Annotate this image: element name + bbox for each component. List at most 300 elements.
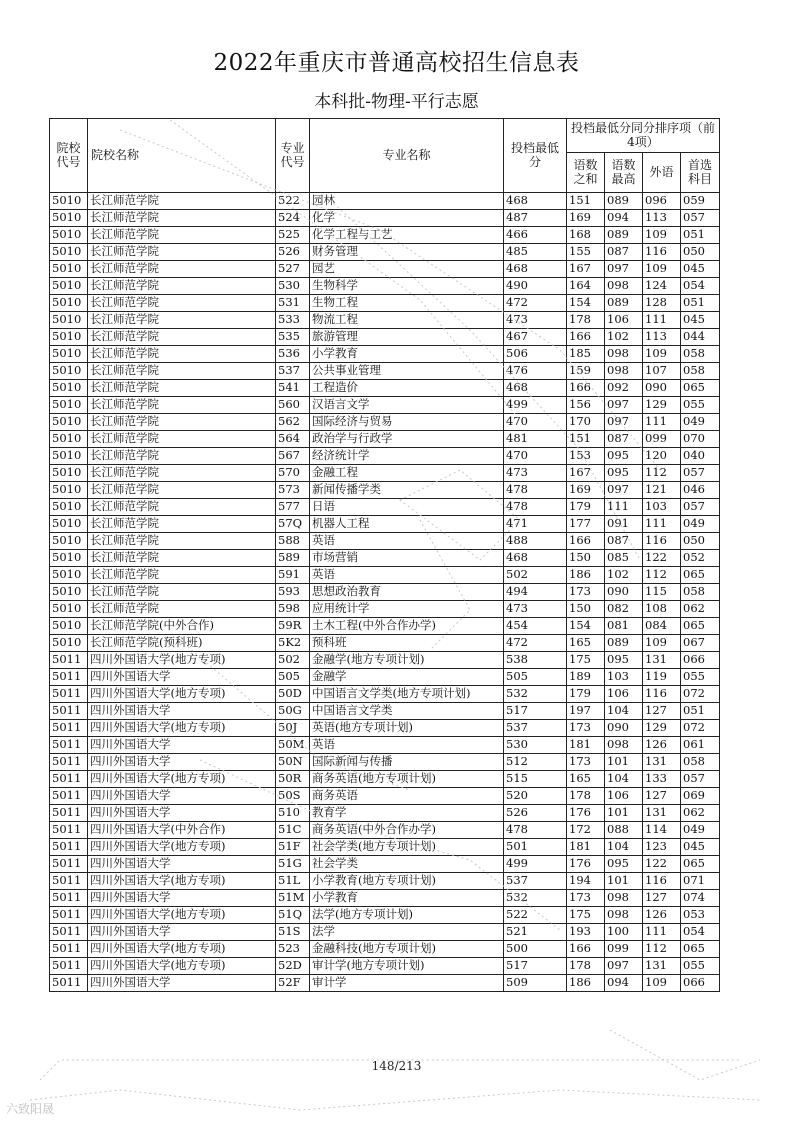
cell-chinese-math-sum: 153: [567, 448, 605, 465]
cell-major-code: 526: [276, 244, 310, 261]
cell-school-name: 四川外国语大学(地方专项): [88, 873, 276, 890]
cell-min-score: 502: [504, 567, 567, 584]
cell-major-name: 教育学: [310, 805, 504, 822]
cell-major-name: 旅游管理: [310, 329, 504, 346]
cell-min-score: 522: [504, 907, 567, 924]
cell-chinese-math-max: 090: [605, 584, 643, 601]
cell-min-score: 538: [504, 652, 567, 669]
cell-min-score: 485: [504, 244, 567, 261]
cell-major-name: 化学: [310, 210, 504, 227]
cell-preferred-subject: 044: [681, 329, 720, 346]
header-min-score: 投档最低分: [504, 119, 567, 193]
cell-foreign-lang: 116: [643, 244, 681, 261]
cell-chinese-math-max: 094: [605, 210, 643, 227]
cell-foreign-lang: 131: [643, 754, 681, 771]
cell-major-code: 50S: [276, 788, 310, 805]
table-row: [50, 363, 720, 380]
cell-min-score: 470: [504, 414, 567, 431]
cell-chinese-math-max: 106: [605, 686, 643, 703]
cell-major-code: 51G: [276, 856, 310, 873]
cell-school-name: 长江师范学院: [88, 465, 276, 482]
cell-min-score: 473: [504, 601, 567, 618]
cell-preferred-subject: 049: [681, 414, 720, 431]
cell-major-name: 财务管理: [310, 244, 504, 261]
cell-chinese-math-max: 095: [605, 856, 643, 873]
cell-foreign-lang: 129: [643, 397, 681, 414]
cell-school-name: 长江师范学院: [88, 278, 276, 295]
cell-major-code: 527: [276, 261, 310, 278]
watermark-text: 六致阳晟: [6, 1102, 55, 1116]
cell-foreign-lang: 090: [643, 380, 681, 397]
cell-preferred-subject: 055: [681, 669, 720, 686]
cell-school-name: 长江师范学院(中外合作): [88, 618, 276, 635]
cell-major-name: 化学工程与工艺: [310, 227, 504, 244]
cell-school-code: 5010: [50, 635, 88, 652]
cell-chinese-math-max: 081: [605, 618, 643, 635]
cell-foreign-lang: 124: [643, 278, 681, 295]
cell-min-score: 487: [504, 210, 567, 227]
cell-chinese-math-max: 104: [605, 771, 643, 788]
cell-school-name: 四川外国语大学: [88, 669, 276, 686]
cell-preferred-subject: 040: [681, 448, 720, 465]
cell-min-score: 472: [504, 295, 567, 312]
cell-school-name: 长江师范学院: [88, 601, 276, 618]
cell-school-name: 四川外国语大学: [88, 890, 276, 907]
cell-school-code: 5010: [50, 431, 88, 448]
page-indicator: 148/213: [371, 1059, 422, 1073]
cell-chinese-math-sum: 156: [567, 397, 605, 414]
cell-school-code: 5010: [50, 618, 88, 635]
cell-foreign-lang: 103: [643, 499, 681, 516]
cell-foreign-lang: 112: [643, 567, 681, 584]
table-row: [50, 380, 720, 397]
cell-chinese-math-sum: 189: [567, 669, 605, 686]
cell-chinese-math-sum: 155: [567, 244, 605, 261]
cell-chinese-math-max: 098: [605, 346, 643, 363]
cell-chinese-math-sum: 165: [567, 635, 605, 652]
table-row: [50, 958, 720, 975]
cell-foreign-lang: 116: [643, 533, 681, 550]
cell-school-name: 长江师范学院: [88, 431, 276, 448]
cell-min-score: 509: [504, 975, 567, 992]
cell-foreign-lang: 122: [643, 550, 681, 567]
cell-foreign-lang: 114: [643, 822, 681, 839]
header-school-code: 院校代号: [50, 119, 88, 193]
cell-school-name: 长江师范学院: [88, 312, 276, 329]
cell-school-code: 5010: [50, 414, 88, 431]
cell-min-score: 505: [504, 669, 567, 686]
cell-chinese-math-sum: 150: [567, 601, 605, 618]
cell-chinese-math-max: 089: [605, 635, 643, 652]
cell-preferred-subject: 069: [681, 788, 720, 805]
cell-min-score: 506: [504, 346, 567, 363]
cell-major-name: 公共事业管理: [310, 363, 504, 380]
cell-school-code: 5011: [50, 754, 88, 771]
cell-school-name: 长江师范学院: [88, 499, 276, 516]
cell-preferred-subject: 072: [681, 720, 720, 737]
cell-major-name: 国际经济与贸易: [310, 414, 504, 431]
table-row: [50, 193, 720, 210]
cell-major-code: 57Q: [276, 516, 310, 533]
cell-school-code: 5010: [50, 397, 88, 414]
cell-major-name: 中国语言文学类: [310, 703, 504, 720]
cell-school-code: 5010: [50, 193, 88, 210]
cell-chinese-math-sum: 166: [567, 533, 605, 550]
cell-chinese-math-sum: 186: [567, 975, 605, 992]
cell-school-name: 长江师范学院: [88, 244, 276, 261]
cell-min-score: 467: [504, 329, 567, 346]
cell-school-name: 四川外国语大学: [88, 703, 276, 720]
cell-chinese-math-max: 102: [605, 329, 643, 346]
cell-foreign-lang: 126: [643, 907, 681, 924]
cell-major-name: 商务英语(地方专项计划): [310, 771, 504, 788]
cell-major-code: 51C: [276, 822, 310, 839]
cell-chinese-math-sum: 151: [567, 431, 605, 448]
cell-chinese-math-sum: 169: [567, 210, 605, 227]
cell-school-name: 四川外国语大学(地方专项): [88, 907, 276, 924]
cell-min-score: 478: [504, 499, 567, 516]
cell-school-name: 长江师范学院: [88, 227, 276, 244]
cell-school-code: 5011: [50, 669, 88, 686]
cell-major-code: 570: [276, 465, 310, 482]
cell-major-name: 工程造价: [310, 380, 504, 397]
cell-preferred-subject: 061: [681, 737, 720, 754]
cell-preferred-subject: 058: [681, 754, 720, 771]
cell-school-name: 长江师范学院: [88, 448, 276, 465]
cell-major-code: 510: [276, 805, 310, 822]
cell-chinese-math-sum: 175: [567, 652, 605, 669]
cell-major-code: 560: [276, 397, 310, 414]
page-title: 2022年重庆市普通高校招生信息表: [213, 50, 580, 76]
cell-major-name: 商务英语: [310, 788, 504, 805]
cell-chinese-math-max: 097: [605, 397, 643, 414]
cell-foreign-lang: 084: [643, 618, 681, 635]
cell-foreign-lang: 108: [643, 601, 681, 618]
cell-major-code: 51M: [276, 890, 310, 907]
cell-preferred-subject: 058: [681, 584, 720, 601]
cell-major-code: 541: [276, 380, 310, 397]
table-row: [50, 567, 720, 584]
cell-major-code: 523: [276, 941, 310, 958]
cell-foreign-lang: 115: [643, 584, 681, 601]
cell-school-name: 长江师范学院: [88, 550, 276, 567]
cell-school-name: 四川外国语大学(中外合作): [88, 822, 276, 839]
cell-foreign-lang: 109: [643, 635, 681, 652]
cell-preferred-subject: 065: [681, 380, 720, 397]
cell-min-score: 466: [504, 227, 567, 244]
cell-chinese-math-sum: 150: [567, 550, 605, 567]
cell-school-code: 5010: [50, 227, 88, 244]
cell-major-code: 593: [276, 584, 310, 601]
cell-min-score: 532: [504, 686, 567, 703]
cell-school-name: 四川外国语大学: [88, 805, 276, 822]
cell-school-code: 5010: [50, 346, 88, 363]
table-row: [50, 788, 720, 805]
cell-min-score: 515: [504, 771, 567, 788]
cell-chinese-math-max: 089: [605, 295, 643, 312]
cell-major-code: 50G: [276, 703, 310, 720]
cell-major-code: 564: [276, 431, 310, 448]
cell-foreign-lang: 099: [643, 431, 681, 448]
cell-major-code: 50N: [276, 754, 310, 771]
table-row: [50, 703, 720, 720]
table-row: [50, 533, 720, 550]
cell-preferred-subject: 066: [681, 975, 720, 992]
cell-major-code: 59R: [276, 618, 310, 635]
cell-min-score: 530: [504, 737, 567, 754]
table-row: [50, 346, 720, 363]
cell-school-name: 四川外国语大学: [88, 737, 276, 754]
cell-school-code: 5010: [50, 584, 88, 601]
cell-chinese-math-max: 090: [605, 720, 643, 737]
table-row: [50, 941, 720, 958]
cell-foreign-lang: 113: [643, 329, 681, 346]
cell-preferred-subject: 057: [681, 210, 720, 227]
cell-preferred-subject: 051: [681, 703, 720, 720]
cell-chinese-math-sum: 181: [567, 737, 605, 754]
cell-major-name: 英语: [310, 567, 504, 584]
cell-major-name: 金融学(地方专项计划): [310, 652, 504, 669]
cell-chinese-math-max: 087: [605, 431, 643, 448]
cell-school-name: 四川外国语大学(地方专项): [88, 686, 276, 703]
cell-chinese-math-max: 095: [605, 652, 643, 669]
cell-major-name: 金融工程: [310, 465, 504, 482]
table-row: [50, 465, 720, 482]
cell-major-code: 51F: [276, 839, 310, 856]
cell-preferred-subject: 072: [681, 686, 720, 703]
cell-major-code: 533: [276, 312, 310, 329]
cell-min-score: 537: [504, 873, 567, 890]
cell-foreign-lang: 119: [643, 669, 681, 686]
table-row: [50, 686, 720, 703]
cell-foreign-lang: 109: [643, 227, 681, 244]
cell-preferred-subject: 062: [681, 601, 720, 618]
cell-foreign-lang: 131: [643, 958, 681, 975]
cell-major-name: 政治学与行政学: [310, 431, 504, 448]
cell-chinese-math-sum: 167: [567, 465, 605, 482]
table-row: [50, 907, 720, 924]
cell-foreign-lang: 107: [643, 363, 681, 380]
cell-foreign-lang: 121: [643, 482, 681, 499]
cell-school-code: 5010: [50, 261, 88, 278]
cell-chinese-math-sum: 166: [567, 380, 605, 397]
table-row: [50, 414, 720, 431]
table-row: [50, 312, 720, 329]
cell-min-score: 472: [504, 635, 567, 652]
cell-chinese-math-max: 087: [605, 533, 643, 550]
cell-chinese-math-max: 097: [605, 958, 643, 975]
cell-preferred-subject: 051: [681, 295, 720, 312]
cell-major-name: 国际新闻与传播: [310, 754, 504, 771]
cell-school-code: 5010: [50, 567, 88, 584]
cell-major-name: 应用统计学: [310, 601, 504, 618]
table-row: [50, 295, 720, 312]
cell-school-name: 长江师范学院(预科班): [88, 635, 276, 652]
cell-chinese-math-sum: 166: [567, 941, 605, 958]
cell-major-code: 50M: [276, 737, 310, 754]
cell-chinese-math-sum: 167: [567, 261, 605, 278]
cell-major-code: 50R: [276, 771, 310, 788]
cell-min-score: 481: [504, 431, 567, 448]
cell-school-code: 5010: [50, 244, 88, 261]
table-row: [50, 975, 720, 992]
cell-foreign-lang: 111: [643, 414, 681, 431]
header-school-name: 院校名称: [88, 119, 276, 193]
header-chinese-math-max: 语数最高: [605, 153, 643, 193]
cell-major-name: 土木工程(中外合作办学): [310, 618, 504, 635]
cell-chinese-math-max: 101: [605, 873, 643, 890]
cell-major-name: 生物科学: [310, 278, 504, 295]
header-chinese-math-sum: 语数之和: [567, 153, 605, 193]
cell-min-score: 499: [504, 856, 567, 873]
cell-school-name: 长江师范学院: [88, 533, 276, 550]
cell-foreign-lang: 116: [643, 873, 681, 890]
cell-major-name: 经济统计学: [310, 448, 504, 465]
cell-chinese-math-max: 106: [605, 312, 643, 329]
cell-school-code: 5010: [50, 380, 88, 397]
table-row: [50, 210, 720, 227]
cell-school-name: 长江师范学院: [88, 567, 276, 584]
table-row: [50, 635, 720, 652]
cell-preferred-subject: 055: [681, 958, 720, 975]
cell-chinese-math-sum: 166: [567, 329, 605, 346]
cell-school-code: 5010: [50, 295, 88, 312]
cell-chinese-math-sum: 177: [567, 516, 605, 533]
table-row: [50, 856, 720, 873]
cell-major-name: 小学教育: [310, 346, 504, 363]
cell-min-score: 468: [504, 261, 567, 278]
cell-min-score: 468: [504, 380, 567, 397]
cell-chinese-math-sum: 165: [567, 771, 605, 788]
cell-preferred-subject: 065: [681, 941, 720, 958]
cell-chinese-math-max: 098: [605, 907, 643, 924]
cell-school-name: 长江师范学院: [88, 380, 276, 397]
table-row: [50, 822, 720, 839]
cell-school-name: 长江师范学院: [88, 516, 276, 533]
cell-chinese-math-sum: 173: [567, 754, 605, 771]
table-row: [50, 244, 720, 261]
cell-school-name: 四川外国语大学: [88, 975, 276, 992]
table-row: [50, 227, 720, 244]
cell-major-code: 52D: [276, 958, 310, 975]
cell-school-code: 5011: [50, 873, 88, 890]
cell-major-name: 金融学: [310, 669, 504, 686]
cell-major-code: 524: [276, 210, 310, 227]
cell-school-code: 5010: [50, 601, 88, 618]
cell-chinese-math-max: 101: [605, 754, 643, 771]
cell-chinese-math-max: 103: [605, 669, 643, 686]
table-row: [50, 805, 720, 822]
cell-chinese-math-max: 097: [605, 482, 643, 499]
cell-school-name: 四川外国语大学: [88, 856, 276, 873]
table-row: [50, 873, 720, 890]
cell-major-code: 51L: [276, 873, 310, 890]
cell-preferred-subject: 057: [681, 499, 720, 516]
cell-chinese-math-max: 101: [605, 805, 643, 822]
cell-school-name: 四川外国语大学(地方专项): [88, 652, 276, 669]
table-row: [50, 329, 720, 346]
cell-chinese-math-sum: 175: [567, 907, 605, 924]
cell-major-code: 567: [276, 448, 310, 465]
cell-chinese-math-sum: 173: [567, 890, 605, 907]
cell-preferred-subject: 071: [681, 873, 720, 890]
cell-major-name: 机器人工程: [310, 516, 504, 533]
cell-foreign-lang: 113: [643, 210, 681, 227]
cell-chinese-math-max: 102: [605, 567, 643, 584]
table-row: [50, 669, 720, 686]
cell-preferred-subject: 051: [681, 227, 720, 244]
cell-major-name: 小学教育(地方专项计划): [310, 873, 504, 890]
cell-min-score: 532: [504, 890, 567, 907]
cell-school-code: 5010: [50, 329, 88, 346]
cell-chinese-math-max: 100: [605, 924, 643, 941]
cell-min-score: 494: [504, 584, 567, 601]
cell-foreign-lang: 133: [643, 771, 681, 788]
cell-school-name: 长江师范学院: [88, 346, 276, 363]
table-row: [50, 584, 720, 601]
cell-foreign-lang: 123: [643, 839, 681, 856]
cell-chinese-math-max: 098: [605, 363, 643, 380]
cell-school-name: 长江师范学院: [88, 329, 276, 346]
cell-min-score: 499: [504, 397, 567, 414]
cell-foreign-lang: 112: [643, 465, 681, 482]
cell-school-name: 长江师范学院: [88, 584, 276, 601]
cell-major-name: 预科班: [310, 635, 504, 652]
cell-preferred-subject: 053: [681, 907, 720, 924]
cell-preferred-subject: 049: [681, 516, 720, 533]
cell-preferred-subject: 045: [681, 261, 720, 278]
table-row: [50, 720, 720, 737]
cell-preferred-subject: 074: [681, 890, 720, 907]
cell-school-code: 5011: [50, 703, 88, 720]
cell-major-code: 502: [276, 652, 310, 669]
cell-min-score: 478: [504, 822, 567, 839]
cell-preferred-subject: 057: [681, 465, 720, 482]
cell-chinese-math-sum: 151: [567, 193, 605, 210]
cell-min-score: 488: [504, 533, 567, 550]
cell-major-name: 中国语言文学类(地方专项计划): [310, 686, 504, 703]
cell-school-code: 5010: [50, 448, 88, 465]
table-row: [50, 771, 720, 788]
header-preferred-subject: 首选科目: [681, 153, 720, 193]
cell-school-name: 四川外国语大学(地方专项): [88, 839, 276, 856]
cell-min-score: 490: [504, 278, 567, 295]
cell-major-name: 英语: [310, 533, 504, 550]
cell-school-code: 5010: [50, 482, 88, 499]
cell-major-code: 562: [276, 414, 310, 431]
cell-school-code: 5011: [50, 890, 88, 907]
table-row: [50, 448, 720, 465]
cell-foreign-lang: 127: [643, 890, 681, 907]
cell-school-code: 5011: [50, 652, 88, 669]
cell-school-code: 5010: [50, 499, 88, 516]
cell-major-code: 598: [276, 601, 310, 618]
cell-school-name: 长江师范学院: [88, 210, 276, 227]
cell-min-score: 517: [504, 703, 567, 720]
cell-school-code: 5011: [50, 805, 88, 822]
cell-chinese-math-max: 111: [605, 499, 643, 516]
cell-min-score: 470: [504, 448, 567, 465]
table-row: [50, 601, 720, 618]
cell-school-code: 5010: [50, 533, 88, 550]
cell-chinese-math-sum: 185: [567, 346, 605, 363]
cell-chinese-math-max: 097: [605, 414, 643, 431]
header-major-name: 专业名称: [310, 119, 504, 193]
cell-min-score: 520: [504, 788, 567, 805]
table-row: [50, 652, 720, 669]
cell-foreign-lang: 112: [643, 941, 681, 958]
cell-preferred-subject: 065: [681, 618, 720, 635]
